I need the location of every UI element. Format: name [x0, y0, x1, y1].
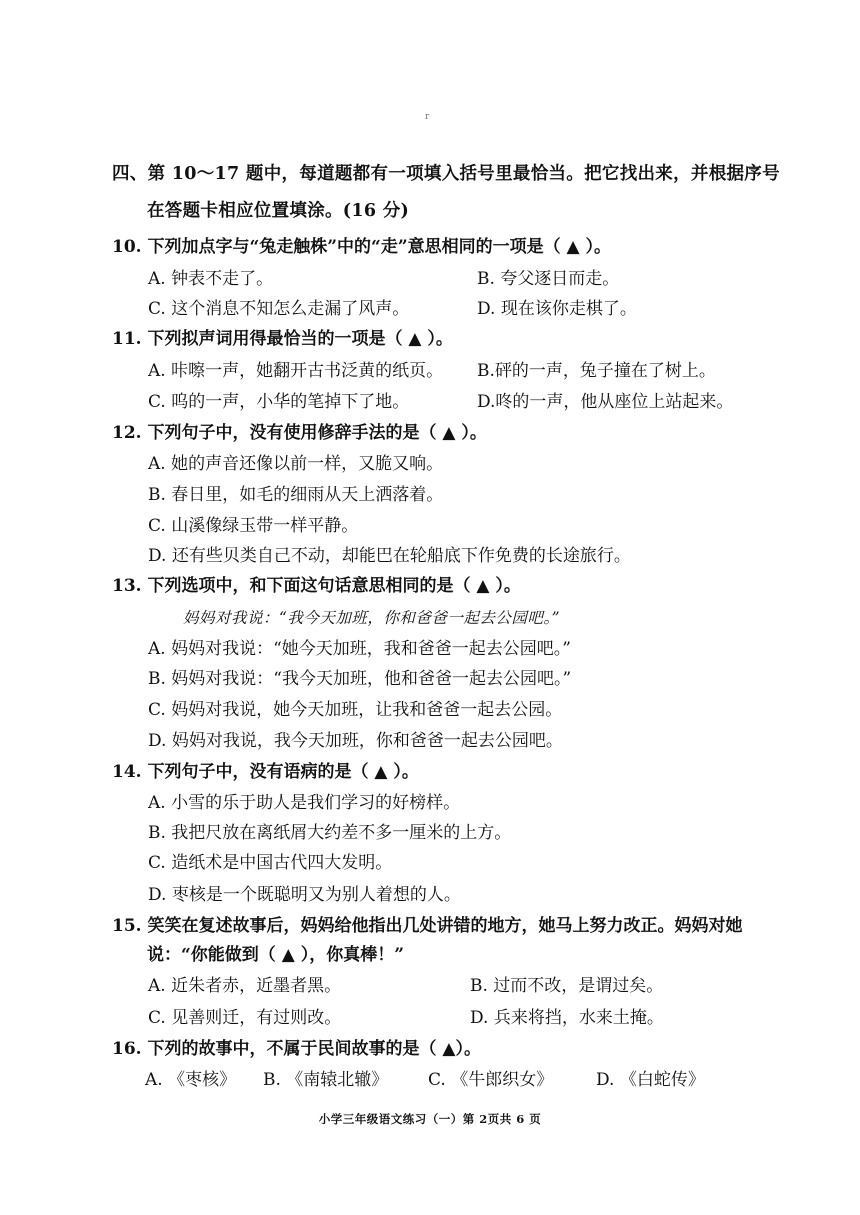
question-16-option-c: C. 《牛郎织女》 — [428, 1070, 554, 1090]
question-11-option-d: D.咚的一声，他从座位上站起来。 — [477, 392, 734, 412]
question-12-option-a: A. 她的声音还像以前一样，又脆又响。 — [148, 454, 444, 474]
question-15-stem: 15. 笑笑在复述故事后，妈妈给他指出几处讲错的地方，她马上努力改正。妈妈对她 — [112, 916, 743, 936]
page-footer: 小学三年级语文练习（一）第 2页共 6 页 — [318, 1112, 542, 1126]
question-14-stem: 14. 下列句子中，没有语病的是（ ▲ ）。 — [112, 762, 419, 782]
question-11-option-a: A. 咔嚓一声，她翻开古书泛黄的纸页。 — [148, 361, 444, 381]
section-heading-line2: 在答题卡相应位置填涂。(16 分) — [147, 201, 410, 221]
question-14-option-a: A. 小雪的乐于助人是我们学习的好榜样。 — [148, 793, 461, 813]
question-13-option-c: C. 妈妈对我说，她今天加班，让我和爸爸一起去公园。 — [148, 700, 563, 720]
question-15-option-a: A. 近朱者赤，近墨者黑。 — [148, 976, 342, 996]
question-13-quote: 妈妈对我说：“我今天加班，你和爸爸一起去公园吧。” — [183, 609, 561, 627]
question-16-option-a: A. 《枣核》 — [145, 1070, 237, 1090]
question-12-option-b: B. 春日里，如毛的细雨从天上洒落着。 — [148, 485, 444, 505]
question-16-option-b: B. 《南辕北辙》 — [263, 1070, 389, 1090]
question-10-stem: 10. 下列加点字与“兔走触株”中的“走”意思相同的一项是（ ▲ ）。 — [112, 237, 612, 257]
question-10-option-d: D. 现在该你走棋了。 — [477, 299, 637, 319]
scan-speck: r — [425, 112, 430, 122]
question-12-option-d: D. 还有些贝类自己不动，却能巴在轮船底下作免费的长途旅行。 — [148, 546, 631, 566]
question-11-stem: 11. 下列拟声词用得最恰当的一项是（ ▲ ）。 — [112, 329, 453, 349]
question-15-option-c: C. 见善则迁，有过则改。 — [148, 1008, 342, 1028]
question-13-stem: 13. 下列选项中，和下面这句话意思相同的是（ ▲ ）。 — [112, 576, 521, 596]
question-13-option-d: D. 妈妈对我说，我今天加班，你和爸爸一起去公园吧。 — [148, 731, 563, 751]
question-15-option-d: D. 兵来将挡，水来土掩。 — [470, 1008, 664, 1028]
question-12-option-c: C. 山溪像绿玉带一样平静。 — [148, 516, 359, 536]
question-10-option-a: A. 钟表不走了。 — [148, 269, 274, 289]
question-14-option-b: B. 我把尺放在离纸屑大约差不多一厘米的上方。 — [148, 823, 512, 843]
question-13-option-a: A. 妈妈对我说：“她今天加班，我和爸爸一起去公园吧。” — [148, 639, 571, 659]
question-14-option-c: C. 造纸术是中国古代四大发明。 — [148, 853, 393, 873]
question-16-stem: 16. 下列的故事中，不属于民间故事的是（ ▲）。 — [112, 1039, 481, 1059]
question-11-option-c: C. 呜的一声，小华的笔掉下了地。 — [148, 392, 410, 412]
question-13-option-b: B. 妈妈对我说：“我今天加班，他和爸爸一起去公园吧。” — [148, 669, 572, 689]
question-10-option-b: B. 夸父逐日而走。 — [477, 269, 620, 289]
question-16-option-d: D. 《白蛇传》 — [596, 1070, 705, 1090]
question-15-stem-cont: 说：“你能做到（ ▲ ），你真棒！” — [147, 945, 404, 965]
question-11-option-b: B.砰的一声，兔子撞在了树上。 — [477, 361, 716, 381]
question-10-option-c: C. 这个消息不知怎么走漏了风声。 — [148, 299, 410, 319]
question-15-option-b: B. 过而不改，是谓过矣。 — [470, 976, 664, 996]
section-heading-line1: 四、第 10～17 题中，每道题都有一项填入括号里最恰当。把它找出来，并根据序号 — [112, 164, 780, 184]
question-12-stem: 12. 下列句子中，没有使用修辞手法的是（ ▲ ）。 — [112, 423, 487, 443]
question-14-option-d: D. 枣核是一个既聪明又为别人着想的人。 — [148, 885, 461, 905]
